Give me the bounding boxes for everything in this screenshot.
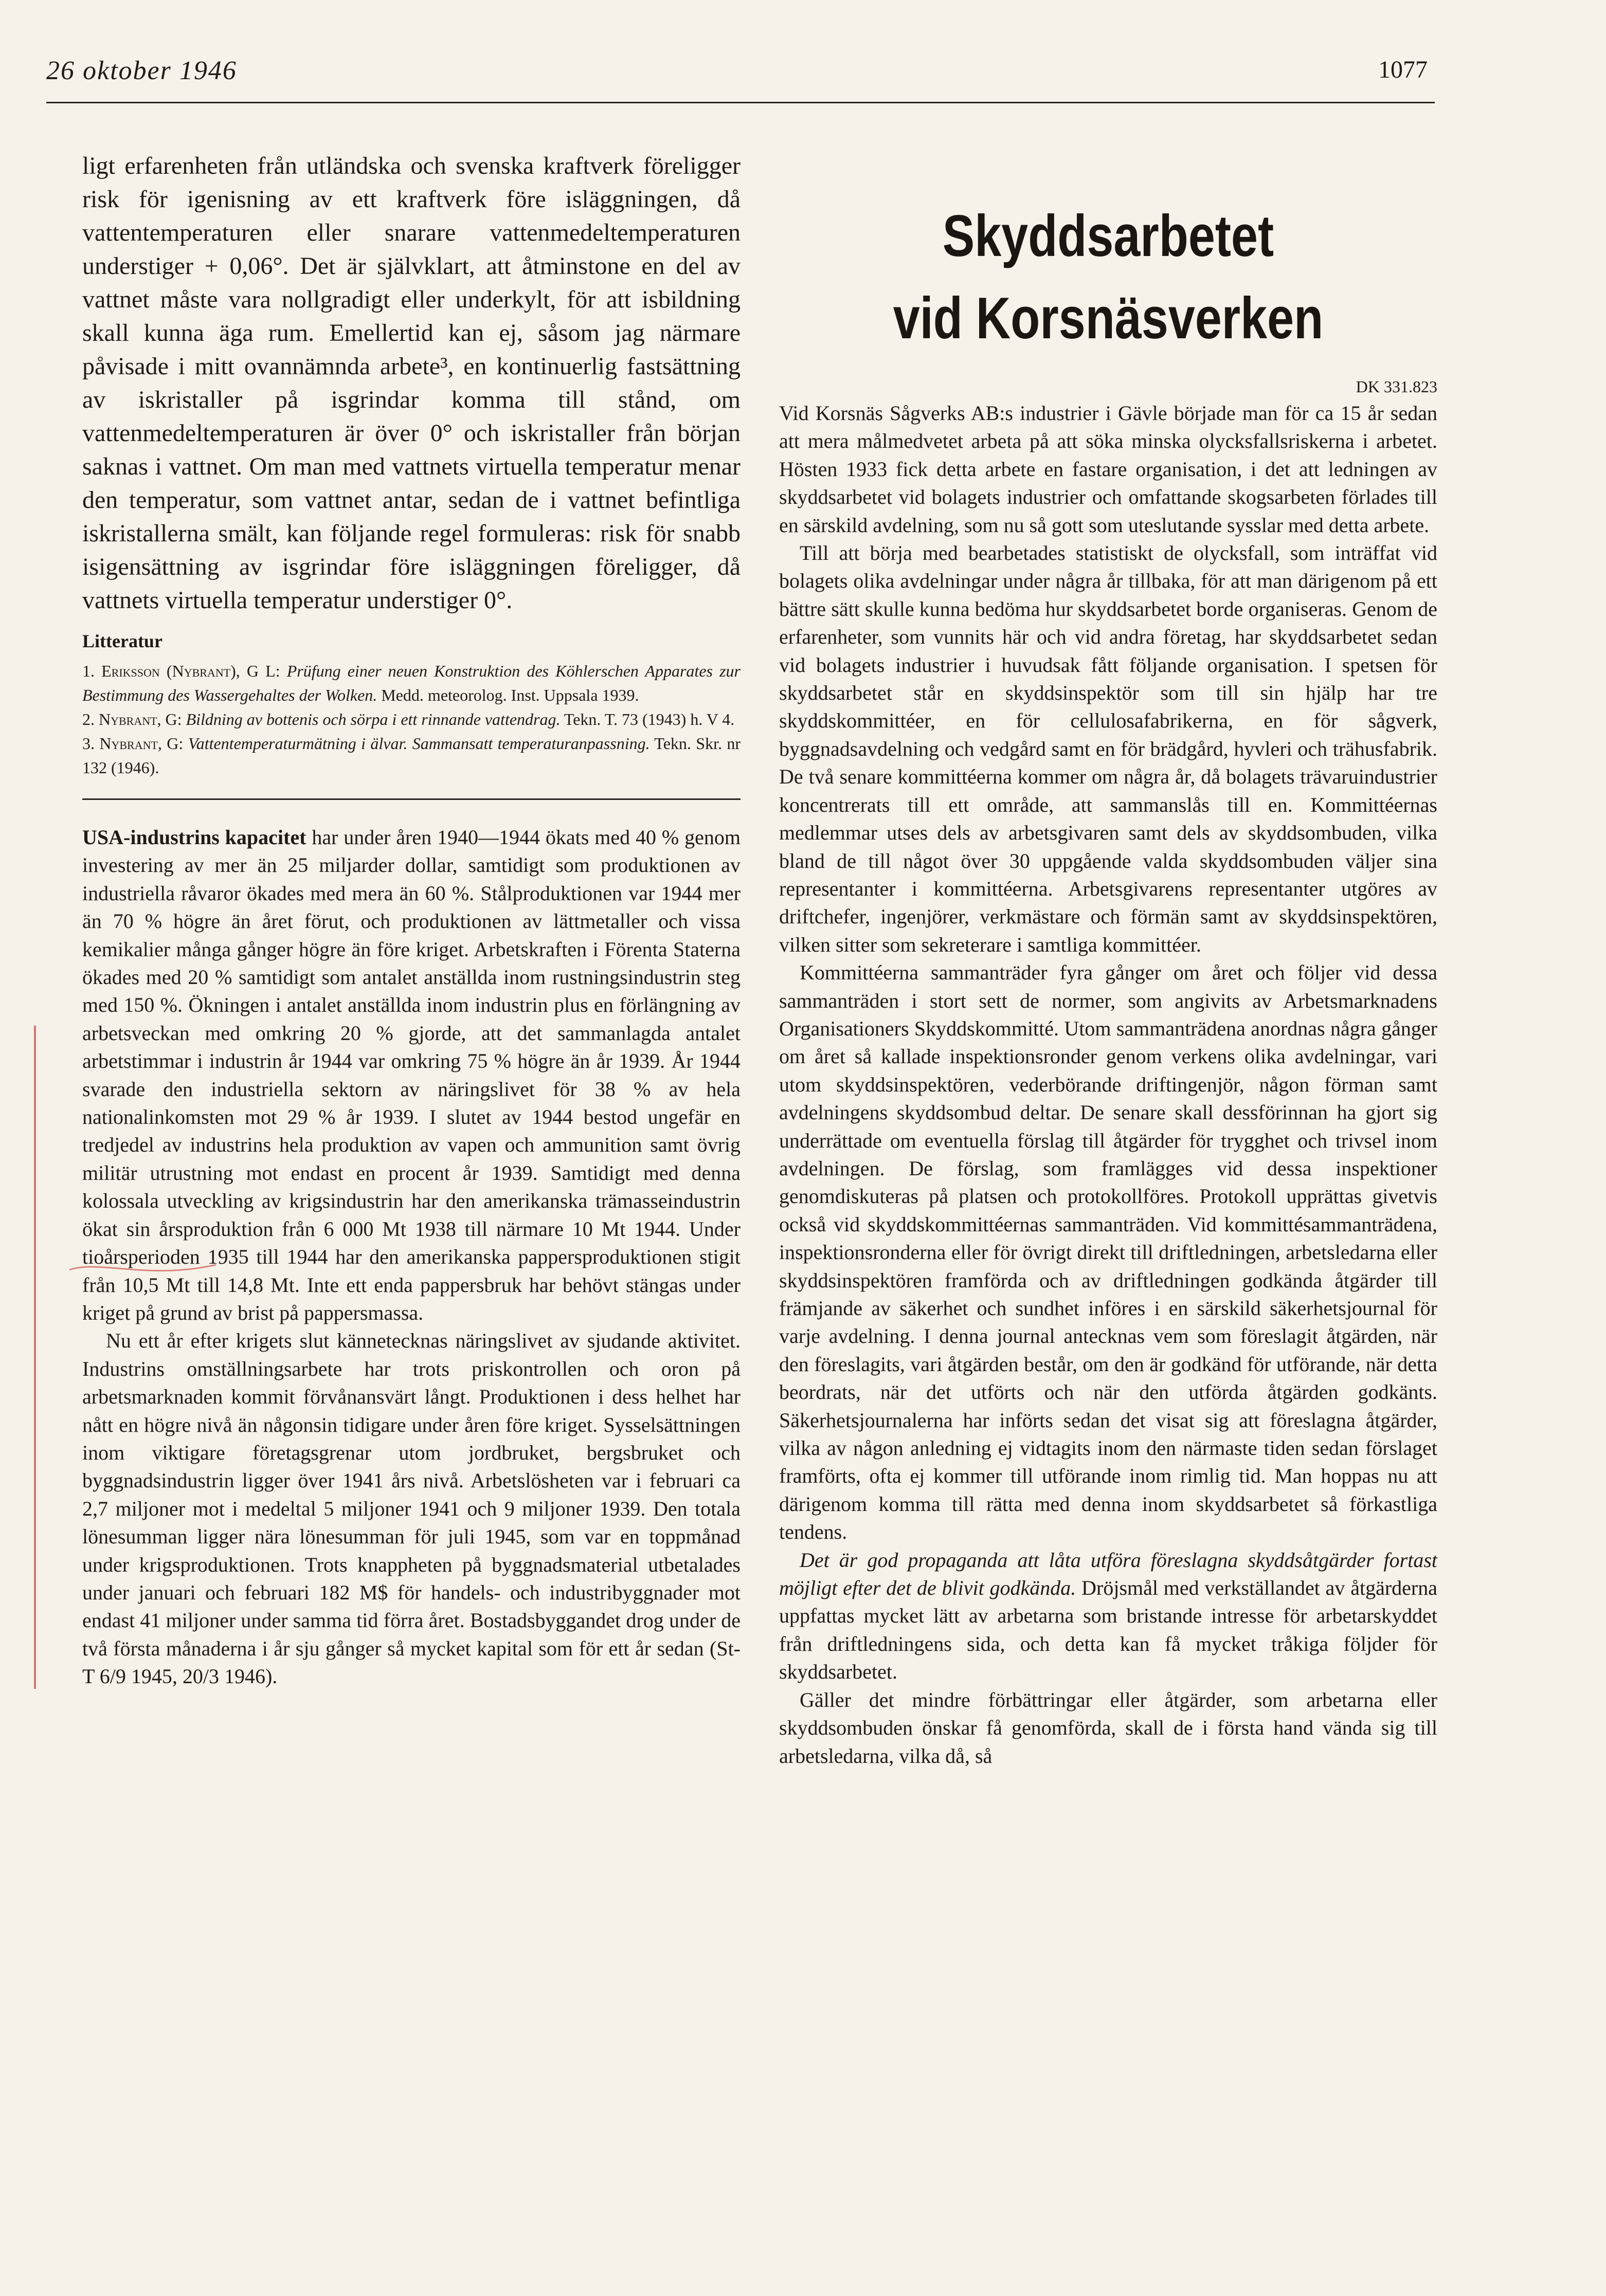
reference-source: Tekn. Skr. nr 132 (1946).	[82, 734, 741, 777]
usa-paragraph	[82, 824, 741, 1327]
italic-emphasis: Det är god propaganda att låta utföra föreslagna skyddsåtgärder fortast möjligt efter det de blivit godkända.	[779, 1548, 1437, 1600]
usa-industry-article	[82, 824, 741, 1691]
page-number: 1077	[1378, 56, 1428, 83]
reference-list	[82, 659, 741, 780]
reference-source: Medd. meteorolog. Inst. Uppsala 1939.	[381, 686, 639, 704]
continued-article	[82, 149, 741, 617]
literature-heading: Litteratur	[82, 631, 163, 651]
running-header-date: 26 oktober 1946	[46, 56, 237, 85]
reference-number: 2.	[82, 710, 95, 728]
body-paragraph: Kommittéerna sammanträder fyra gånger om året och följer vid dessa sammanträden i stort sett de normer, som angivits av Arbetsmarknadens Organisationers Skyddskommitté. Utom sammanträdena anordnas några gånger om året så kallade inspektionsronder genom verkens olika avdelningar, vari utom skyddsinspektören, vederbörande driftingenjör, någon förman samt avdelningens skyddsombud deltar. De senare skall dessförinnan ha gjort sig underrättade om eventuella förslag till åtgärder för trygghet och trivsel inom avdelningen. De förslag, som framlägges vid dessa inspektioner genomdiskuteras på platsen och protokollföres. Protokoll upprättas givetvis också vid skyddskommittéernas sammanträden. Vid kommittésammanträdena, inspektionsronderna eller för övrigt direkt till driftledningen, arbetsledarna eller skyddsinspektören framförda och av driftledningen godkända åtgärder till främjande av säkerhet och sundhet införes i en särskild säkerhetsjournal för varje avdelning. I denna journal antecknas vem som föreslagit åtgärden, när den föreslagits, vari åtgärden består, om den är godkänd för utförande, när detta beordrats, när det utförts och när den utförda åtgärden godkänts. Säkerhetsjournalerna har införts sedan det visat sig att föreslagna åtgärder, vilka av någon anledning ej vidtagits inom den närmaste tiden sedan förslaget framförts, ofta ej kommer till utförande inom rimlig tid. Man hoppas nu att därigenom komma till rätta med denna inom skyddsarbetet så förkastliga tendens.	[779, 961, 1437, 1544]
reference-author: Nybrant, G:	[99, 734, 184, 753]
usa-paragraph-text: har under åren 1940—1944 ökats med 40 % genom investering av mer än 25 miljarder dollar, samtidigt som produktionen av industriella råvaror ökades med mera än 60 %. Stålproduktionen var 1944 mer än 70 % högre än året förut, och produktionen av lättmetaller och vissa kemikalier många gånger högre än före kriget. Arbetskraften i Förenta Staterna ökades med 20 % samtidigt som antalet anställda inom rustningsindustrin steg med 150 %. Ökningen i antalet anställda inom industrin plus en förlängning av arbetsveckan med omkring 20 % gjorde, att det sammanlagda antalet arbetstimmar i industrin år 1944 var omkring 75 % högre än år 1939. År 1944 svarade den industriella sektorn av näringslivet för 38 % av hela nationalinkomsten mot 29 % år 1939. I slutet av 1944 bestod ungefär en tredjedel av industrins hela produktion av vapen och ammunition samt övrig militär utrustning mot endast en procent år 1939. Samtidigt med denna kolossala utveckling av krigsindustrin har den amerikanska trämasseindustrin ökat sin årsproduktion från 6 000 Mt 1938 till närmare 10 Mt 1944. Under tioårsperioden 1935 till 1944 har den amerikanska pappersproduktionen stigit från 10,5 Mt till 14,8 Mt. Inte ett enda pappersbruk har behövt stängas under kriget på grund av brist på pappersmassa.	[82, 826, 741, 1324]
reference-title: Prüfung einer neuen Konstruktion des Köhlerschen Apparates zur Bestimmung des Wassergehaltes der Wolken.	[82, 662, 741, 704]
margin-pen-mark	[34, 1026, 36, 1689]
reference-title: Bildning av bottenis och sörpa i ett rinnande vattendrag.	[186, 710, 561, 728]
reference-item	[82, 707, 741, 732]
reference-author: Eriksson (Nybrant), G L:	[101, 662, 280, 680]
reference-item	[82, 732, 741, 780]
left-column	[82, 149, 741, 1691]
dk-classification: DK 331.823	[1356, 377, 1437, 396]
section-divider	[82, 798, 741, 800]
article-title	[779, 195, 1437, 360]
reference-source: Tekn. T. 73 (1943) h. V 4.	[564, 710, 735, 728]
article-title-line: vid Korsnäsverken	[893, 286, 1324, 351]
reference-item	[82, 659, 741, 707]
body-paragraph	[779, 1546, 1437, 1686]
skyddsarbetet-article	[779, 399, 1437, 1770]
header-rule	[46, 102, 1435, 103]
reference-title: Vattentemperaturmätning i älvar. Sammansatt temperaturanpassning.	[188, 734, 650, 753]
continued-paragraph: ligt erfarenheten från utländska och svenska kraftverk föreligger risk för igenisning av ett kraftverk före isläggningen, då vattentemperaturen eller snarare vattenmedeltemperaturen understiger + 0,06°. Det är självklart, att åtminstone en del av vattnet måste vara nollgradigt eller underkylt, för att isbildning skall kunna äga rum. Emellertid kan ej, såsom jag närmare påvisade i mitt ovannämnda arbete³, en kontinuerlig fastsättning av iskristaller på isgrindar komma till stånd, om vattenmedeltemperaturen är över 0° och iskristaller från början saknas i vattnet. Om man med vattnets virtuella temperatur menar den temperatur, som vattnet antar, sedan de i vattnet befintliga iskristallerna smält, kan följande regel formuleras: risk för snabb isigensättning av isgrindar före isläggningen föreligger, då vattnets virtuella temperatur understiger 0°.	[82, 152, 741, 614]
body-paragraph: Vid Korsnäs Sågverks AB:s industrier i Gävle började man för ca 15 år sedan att mera målmedvetet arbeta på att söka minska olycksfallsriskerna i arbetet. Hösten 1933 fick detta arbete en fastare organisation, i det att ledningen av skyddsarbetet vid bolagets industrier och omfattande skogsarbeten förlades till en särskild avdelning, som nu så gott som uteslutande sysslar med detta arbete.	[779, 402, 1437, 537]
reference-number: 3.	[82, 734, 95, 753]
body-paragraph: Gäller det mindre förbättringar eller åtgärder, som arbetarna eller skyddsombuden önskar få genomförda, skall de i första hand vända sig till arbetsledarna, vilka då, så	[779, 1688, 1437, 1767]
right-column	[779, 195, 1437, 1770]
reference-number: 1.	[82, 662, 95, 680]
body-text: Dröjsmål med verkställandet av åtgärderna uppfattas mycket lätt av arbetarna som bristande intresse för arbetarskyddet från driftledningens sida, och detta kan få mycket tråkiga följder för skyddsarbetet.	[779, 1576, 1437, 1684]
body-paragraph: Till att börja med bearbetades statistiskt de olycksfall, som inträffat vid bolagets olika avdelningar under några år tillbaka, för att man därigenom på ett bättre sätt skulle kunna bedöma hur skyddsarbetet borde organiseras. Genom de erfarenheter, som vunnits här och vid andra företag, har skyddsarbetet sedan vid bolagets industrier i huvudsak fått följande organisation. I spetsen för skyddsarbetet står en skyddsinspektör som till sin hjälp har tre skyddskommittéer, en för cellulosafabrikerna, en för sågverk, byggnadsavdelning och vedgård samt en för brädgård, hyvleri och trähusfabrik. De två senare kommittéerna kommer om några år, då bolagets trävaruindustrier koncentrerats till ett område, att sammanslås till en. Kommittéernas medlemmar utses dels av arbetsgivaren samt dels av skyddsombuden, vilka bland de till något över 30 uppgående valda skyddsombuden väljer sina representanter i kommittéerna. Arbetsgivarens representanter utgöres av driftchefer, ingenjörer, verkmästare och förmän samt av skyddsinspektören, vilken sitter som sekreterare i samtliga kommittéer.	[779, 541, 1437, 956]
article-title-line: Skyddsarbetet	[942, 204, 1274, 269]
usa-heading: USA-industrins kapacitet	[82, 826, 306, 849]
reference-author: Nybrant, G:	[99, 710, 182, 728]
usa-paragraph: Nu ett år efter krigets slut kännetecknas näringslivet av sjudande aktivitet. Industrins omställningsarbete har trots priskontrollen och oron på arbetsmarknaden kommit förvånansvärt långt. Produktionen i dess helhet har nått en högre nivå än någonsin tidigare under åren före kriget. Sysselsättningen inom viktigare företagsgrenar utom jordbruket, bergsbruket och byggnadsindustrin ligger över 1941 års nivå. Arbetslösheten var i februari ca 2,7 miljoner mot i medeltal 5 miljoner 1941 och 9 miljoner 1939. Den totala lönesumman ligger nära lönesumman för juli 1945, som var en toppmånad under krigsproduktionen. Trots knappheten på byggnadsmaterial utbetalades under januari och februari 182 M$ för handels- och industribyggnader mot endast 41 miljoner under samma tid förra året. Bostadsbyggandet drog under de två första månaderna i år sju gånger så mycket kapital som för ett år sedan (St-T 6/9 1945, 20/3 1946).	[82, 1329, 741, 1688]
